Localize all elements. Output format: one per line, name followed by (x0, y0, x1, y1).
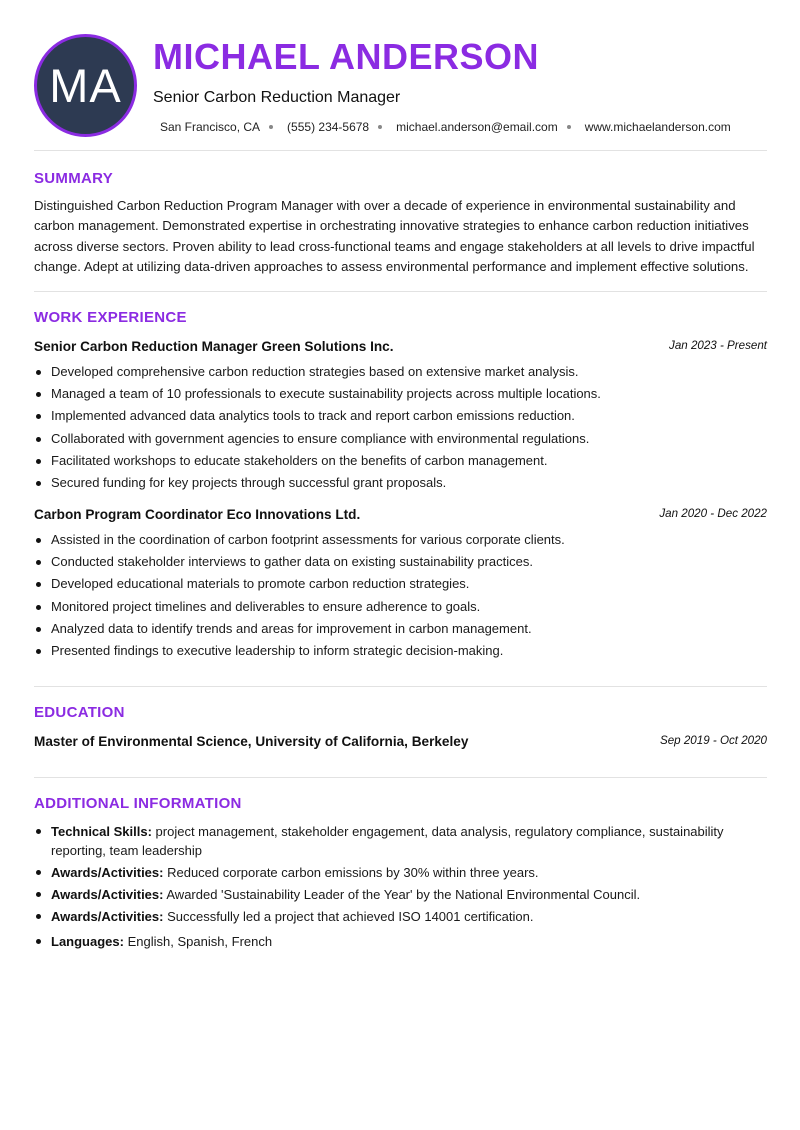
list-item: Secured funding for key projects through successful grant proposals. (51, 474, 766, 496)
work-experience-heading: WORK EXPERIENCE (34, 309, 187, 326)
separator-dot (378, 125, 382, 129)
contact-email[interactable]: michael.anderson@email.com (396, 120, 558, 134)
list-item: Developed educational materials to promote carbon reduction strategies. (51, 575, 766, 597)
divider (34, 291, 767, 292)
list-item (51, 822, 767, 860)
list-item: Facilitated workshops to educate stakeholders on the benefits of carbon management. (51, 452, 766, 474)
summary-heading: SUMMARY (34, 170, 114, 187)
resume-header (34, 34, 767, 138)
job-header (34, 506, 767, 524)
item-label: Languages: (51, 934, 124, 949)
list-item: Collaborated with government agencies to ensure compliance with environmental regulations. (51, 430, 766, 452)
job-date: Jan 2020 - Dec 2022 (659, 507, 767, 520)
list-item: Monitored project timelines and deliverables to ensure adherence to goals. (51, 598, 766, 620)
list-item: Managed a team of 10 professionals to execute sustainability projects across multiple locations. (51, 385, 766, 407)
list-item: Analyzed data to identify trends and areas for improvement in carbon management. (51, 620, 766, 642)
list-item (51, 932, 767, 951)
candidate-title: Senior Carbon Reduction Manager (153, 89, 401, 106)
list-item: Assisted in the coordination of carbon footprint assessments for various corporate clients. (51, 531, 766, 553)
list-item (51, 885, 767, 904)
job-bullets (51, 531, 766, 664)
job-header (34, 338, 767, 356)
education-heading: EDUCATION (34, 704, 125, 721)
contact-bar (160, 120, 731, 134)
divider (34, 777, 767, 778)
job-bullets (51, 363, 766, 496)
list-item (51, 863, 767, 882)
separator-dot (269, 125, 273, 129)
contact-phone: (555) 234-5678 (287, 120, 370, 134)
item-label: Awards/Activities: (51, 887, 164, 902)
education-entry (34, 733, 767, 751)
divider (34, 686, 767, 687)
item-label: Awards/Activities: (51, 909, 164, 924)
summary-text: Distinguished Carbon Reduction Program Manager with over a decade of experience in environmental sustainability and carbon management. Demonstrated expertise in orchestrating innovative strategies to enhance carbon reduction initiatives across diverse sectors. Proven ability to lead cross-functional teams and engage stakeholders at all levels to drive impactful change. Adept at utilizing data-driven approaches to assess environmental performance and implement effective solutions. (34, 198, 755, 274)
avatar (34, 34, 137, 137)
job-role: Carbon Program Coordinator Eco Innovations Ltd. (34, 507, 361, 522)
item-text: project management, stakeholder engagement, data analysis, regulatory compliance, sustainability reporting, team leadership (51, 824, 724, 858)
additional-info-heading: ADDITIONAL INFORMATION (34, 795, 242, 812)
list-item: Implemented advanced data analytics tools to track and report carbon emissions reduction. (51, 407, 766, 429)
list-item: Conducted stakeholder interviews to gather data on existing sustainability practices. (51, 553, 766, 575)
item-label: Awards/Activities: (51, 865, 164, 880)
separator-dot (567, 125, 571, 129)
contact-website[interactable]: www.michaelanderson.com (584, 120, 731, 134)
additional-info-list (51, 822, 767, 951)
list-item: Presented findings to executive leadership to inform strategic decision-making. (51, 642, 766, 664)
degree: Master of Environmental Science, University of California, Berkeley (34, 734, 469, 749)
contact-location: San Francisco, CA (160, 120, 261, 134)
candidate-name: MICHAEL ANDERSON (153, 36, 540, 77)
item-label: Technical Skills: (51, 824, 152, 839)
job-date: Jan 2023 - Present (669, 339, 767, 352)
item-text: English, Spanish, French (127, 934, 273, 949)
item-text: Awarded 'Sustainability Leader of the Year' by the National Environmental Council. (166, 887, 641, 902)
education-date: Sep 2019 - Oct 2020 (660, 734, 767, 747)
avatar-initials: MA (49, 59, 122, 112)
divider (34, 150, 767, 151)
item-text: Successfully led a project that achieved ISO 14001 certification. (167, 909, 534, 924)
list-item (51, 907, 767, 926)
job-role: Senior Carbon Reduction Manager Green Solutions Inc. (34, 339, 394, 354)
item-text: Reduced corporate carbon emissions by 30% within three years. (167, 865, 539, 880)
list-item: Developed comprehensive carbon reduction strategies based on extensive market analysis. (51, 363, 766, 385)
